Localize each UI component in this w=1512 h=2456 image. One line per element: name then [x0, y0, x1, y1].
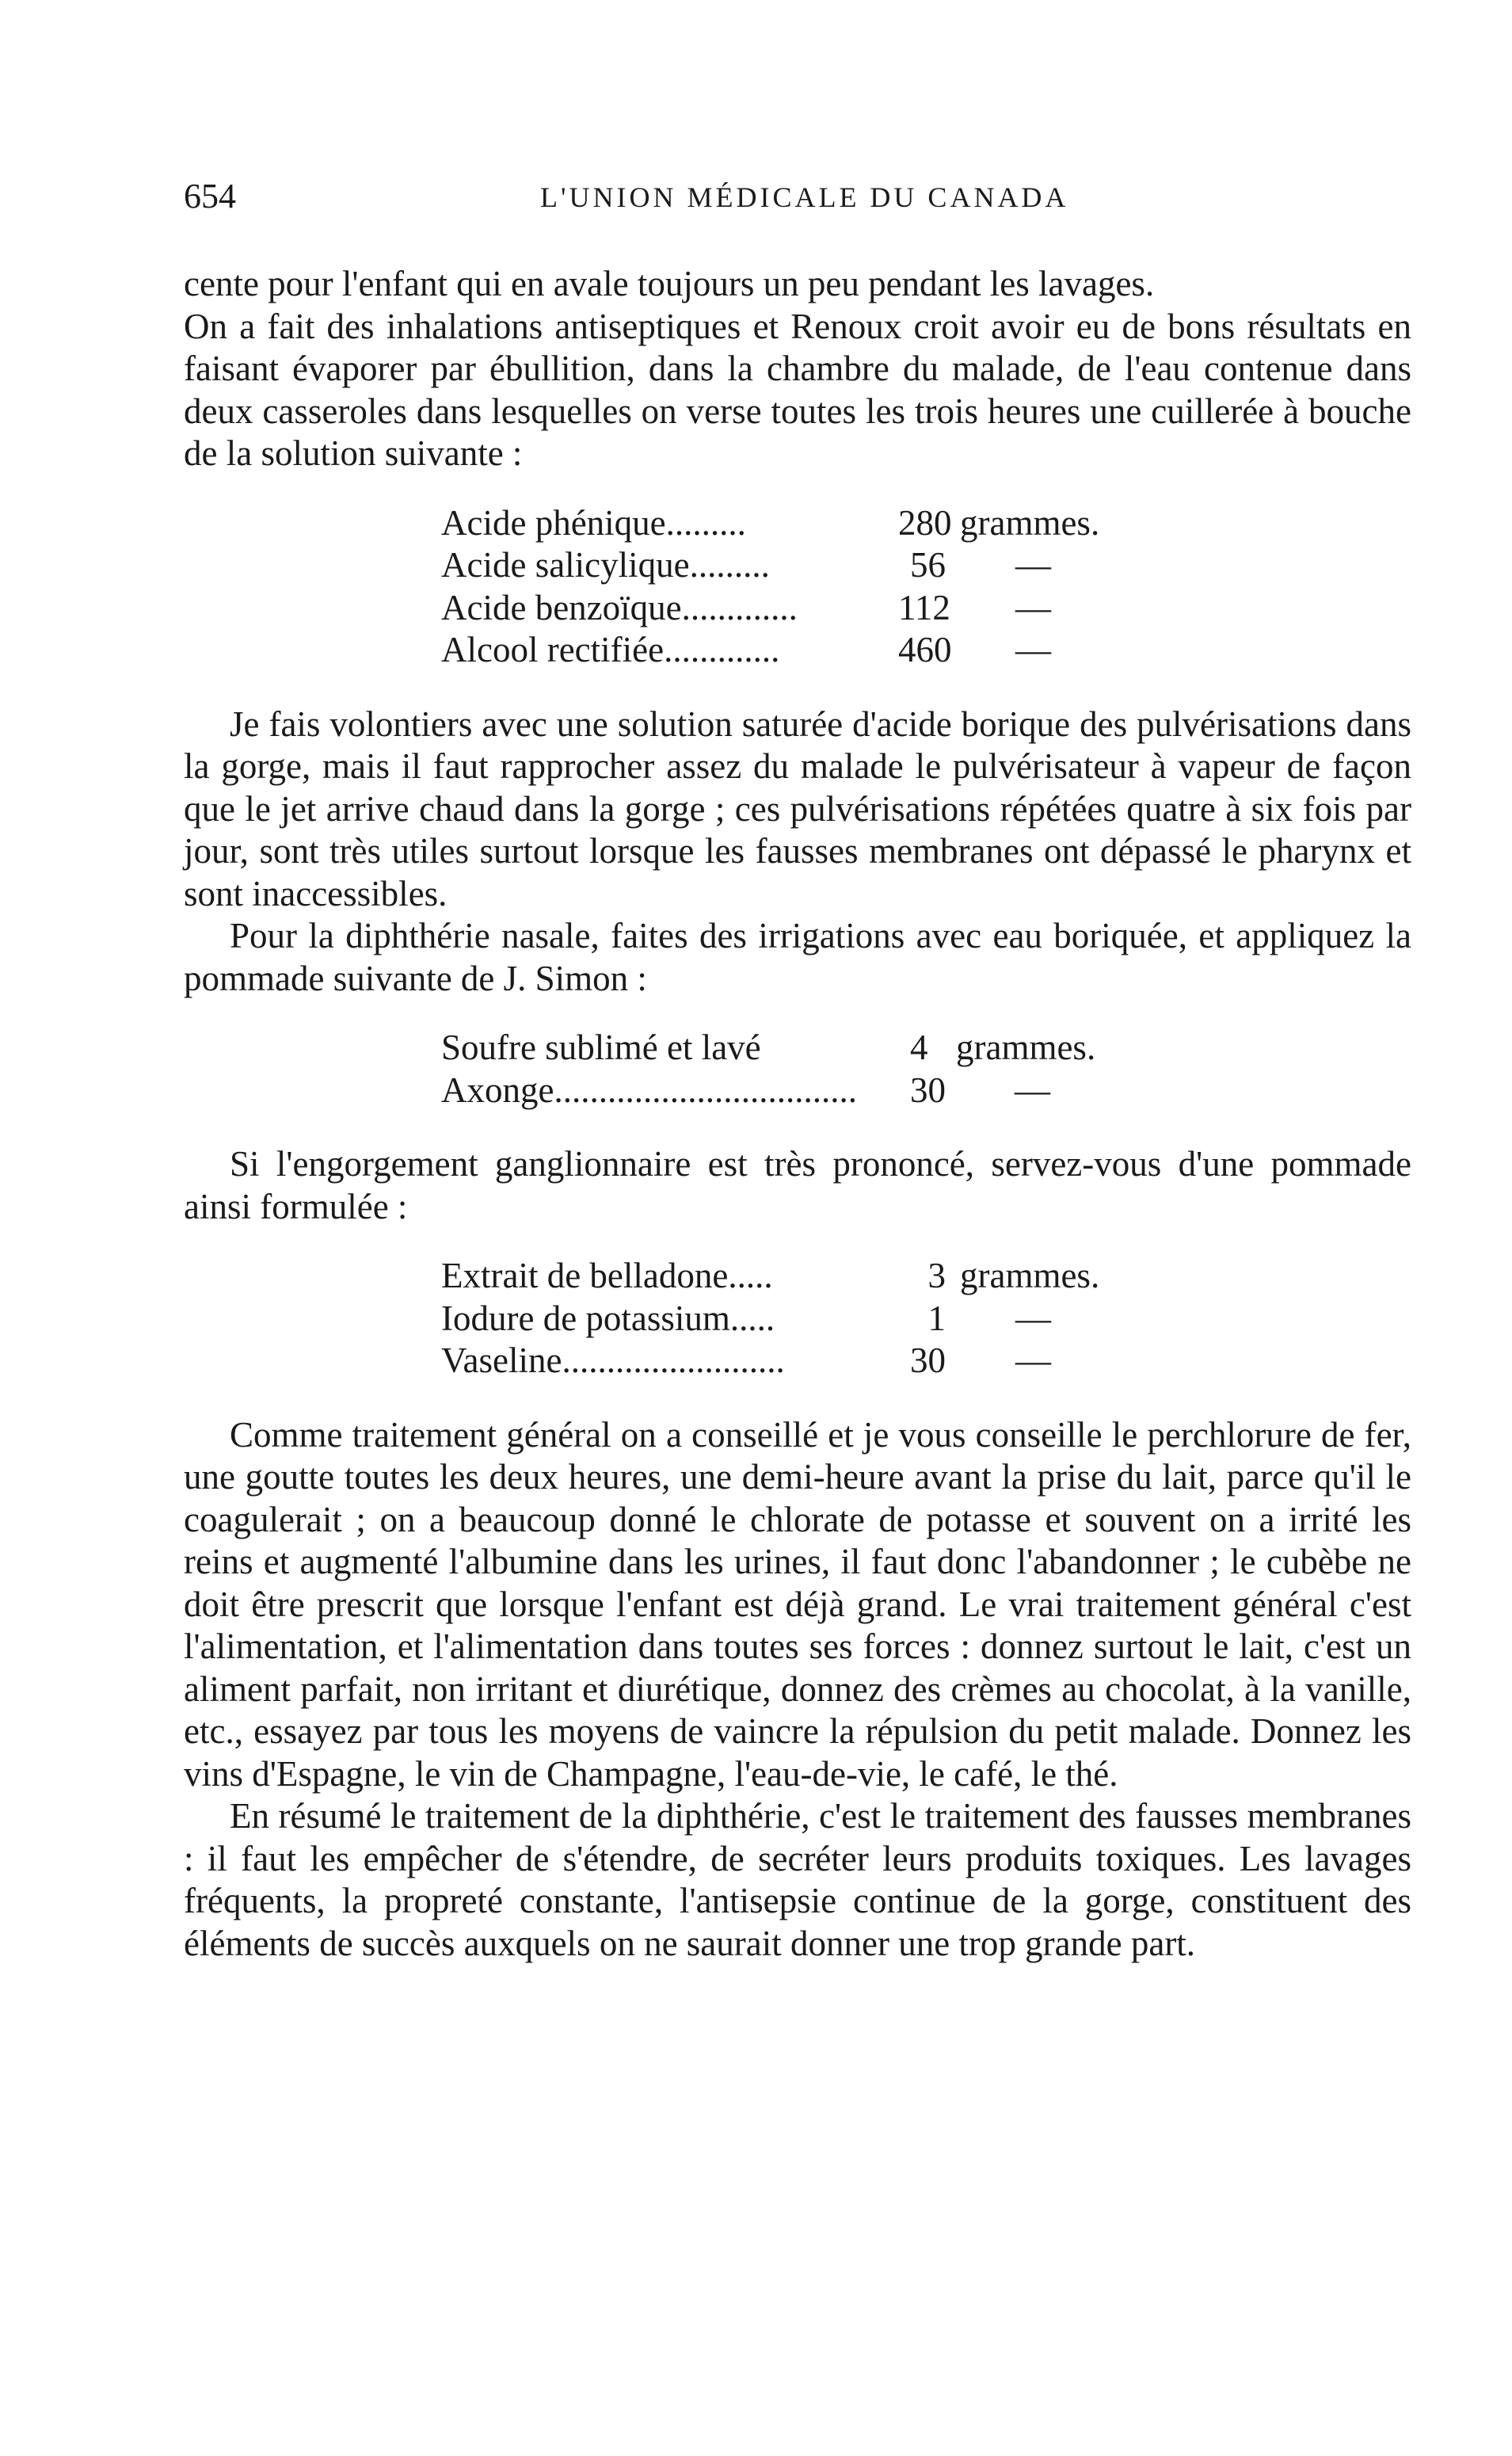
- paragraph-pulverisations: Je fais volontiers avec une solution saturée d'acide borique des pulvérisations dans la gorge, mais il faut rapprocher assez du malade le pulvérisateur à vapeur de façon que le jet arrive chaud dans la gorge ; ces pulvérisations répétées quatre à six fois par jour, sont très utiles surtout lorsque les fausses membranes ont dépassé le pharynx et sont inaccessibles.: [184, 704, 1411, 913]
- recipe-solution: [441, 502, 1233, 672]
- ingredient: Soufre sublimé et lavé: [441, 1028, 761, 1067]
- paragraph-resume: En résumé le traitement de la diphthérie, c'est le traitement des fausses membranes : il faut les empêcher de s'étendre, de secréter leurs produits toxiques. Les lavages fréquents, la propreté constante, l'antisepsie continue de la gorge, constituent des éléments de succès auxquels on ne saurait donner une trop grande part.: [184, 1796, 1411, 1963]
- amount: 3: [927, 1256, 946, 1295]
- recipe-row: [441, 629, 1233, 672]
- amount: 112: [898, 587, 950, 627]
- recipe-row: [441, 1340, 1233, 1382]
- unit: —: [1015, 1070, 1050, 1110]
- paragraph-engorgement: Si l'engorgement ganglionnaire est très prononcé, servez-vous d'une pommade ainsi formulée :: [184, 1144, 1411, 1226]
- unit: —: [1015, 1298, 1051, 1338]
- recipe-pommade-belladone: [441, 1255, 1233, 1382]
- unit: —: [1015, 1341, 1051, 1380]
- amount: 460: [898, 630, 952, 669]
- ingredient: Iodure de potassium.....: [441, 1298, 775, 1338]
- ingredient: Axonge..................................: [441, 1070, 857, 1110]
- recipe-row: [441, 1255, 1233, 1298]
- paragraph-inhalations: On a fait des inhalations antiseptiques et Renoux croit avoir eu de bons résultats en faisant évaporer par ébullition, dans la chambre du malade, de l'eau contenue dans deux casseroles dans lesquelles on verse toutes les trois heures une cuillerée à bouche de la solution suivante :: [184, 306, 1411, 473]
- amount: 30: [910, 1070, 946, 1110]
- unit: grammes.: [960, 502, 1100, 543]
- running-title: L'UNION MÉDICALE DU CANADA: [540, 181, 1069, 213]
- recipe-pommade-simon: [441, 1027, 1233, 1112]
- amount: 56: [910, 545, 946, 585]
- recipe-row: [441, 502, 1233, 545]
- unit: —: [1015, 545, 1051, 585]
- recipe-row: [441, 1298, 1233, 1341]
- page-header: [184, 176, 1411, 223]
- page-number: 654: [184, 177, 236, 215]
- ingredient: Acide benzoïque.............: [441, 587, 798, 627]
- recipe-row: [441, 1027, 1233, 1070]
- amount: 4: [910, 1028, 928, 1067]
- unit: grammes.: [956, 1028, 1096, 1067]
- ingredient: Acide phénique.........: [441, 502, 746, 543]
- ingredient: Acide salicylique.........: [441, 545, 770, 585]
- amount: 30: [910, 1341, 946, 1380]
- recipe-row: [441, 544, 1233, 587]
- unit: —: [1015, 630, 1051, 669]
- unit: grammes.: [960, 1256, 1100, 1295]
- unit: —: [1015, 587, 1051, 627]
- paragraph-continuation: cente pour l'enfant qui en avale toujours un peu pendant les lavages.: [184, 264, 1155, 303]
- page-body: [184, 263, 1411, 1965]
- amount: 1: [927, 1298, 946, 1338]
- paragraph-traitement-general: Comme traitement général on a conseillé et je vous conseille le perchlorure de fer, une goutte toutes les deux heures, une demi-heure avant la prise du lait, parce qu'il le coagulerait ; on a beaucoup donné le chlorate de potasse et souvent on a irrité les reins et augmenté l'albumine dans les urines, il faut donc l'abandonner ; le cubèbe ne doit être prescrit que lorsque l'enfant est déjà grand. Le vrai traitement général c'est l'alimentation, et l'alimentation dans toutes ses forces : donnez surtout le lait, c'est un aliment parfait, non irritant et diurétique, donnez des crèmes au chocolat, à la vanille, etc., essayez par tous les moyens de vaincre la répulsion du petit malade. Donnez les vins d'Espagne, le vin de Champagne, l'eau-de-vie, le café, le thé.: [184, 1414, 1411, 1794]
- ingredient: Alcool rectifiée.............: [441, 630, 780, 669]
- recipe-row: [441, 587, 1233, 630]
- recipe-row: [441, 1070, 1233, 1112]
- ingredient: Extrait de belladone.....: [441, 1256, 773, 1295]
- amount: 280: [898, 502, 952, 543]
- paragraph-diphtherie-nasale: Pour la diphthérie nasale, faites des irrigations avec eau boriquée, et appliquez la pommade suivante de J. Simon :: [184, 916, 1411, 998]
- ingredient: Vaseline.........................: [441, 1341, 785, 1380]
